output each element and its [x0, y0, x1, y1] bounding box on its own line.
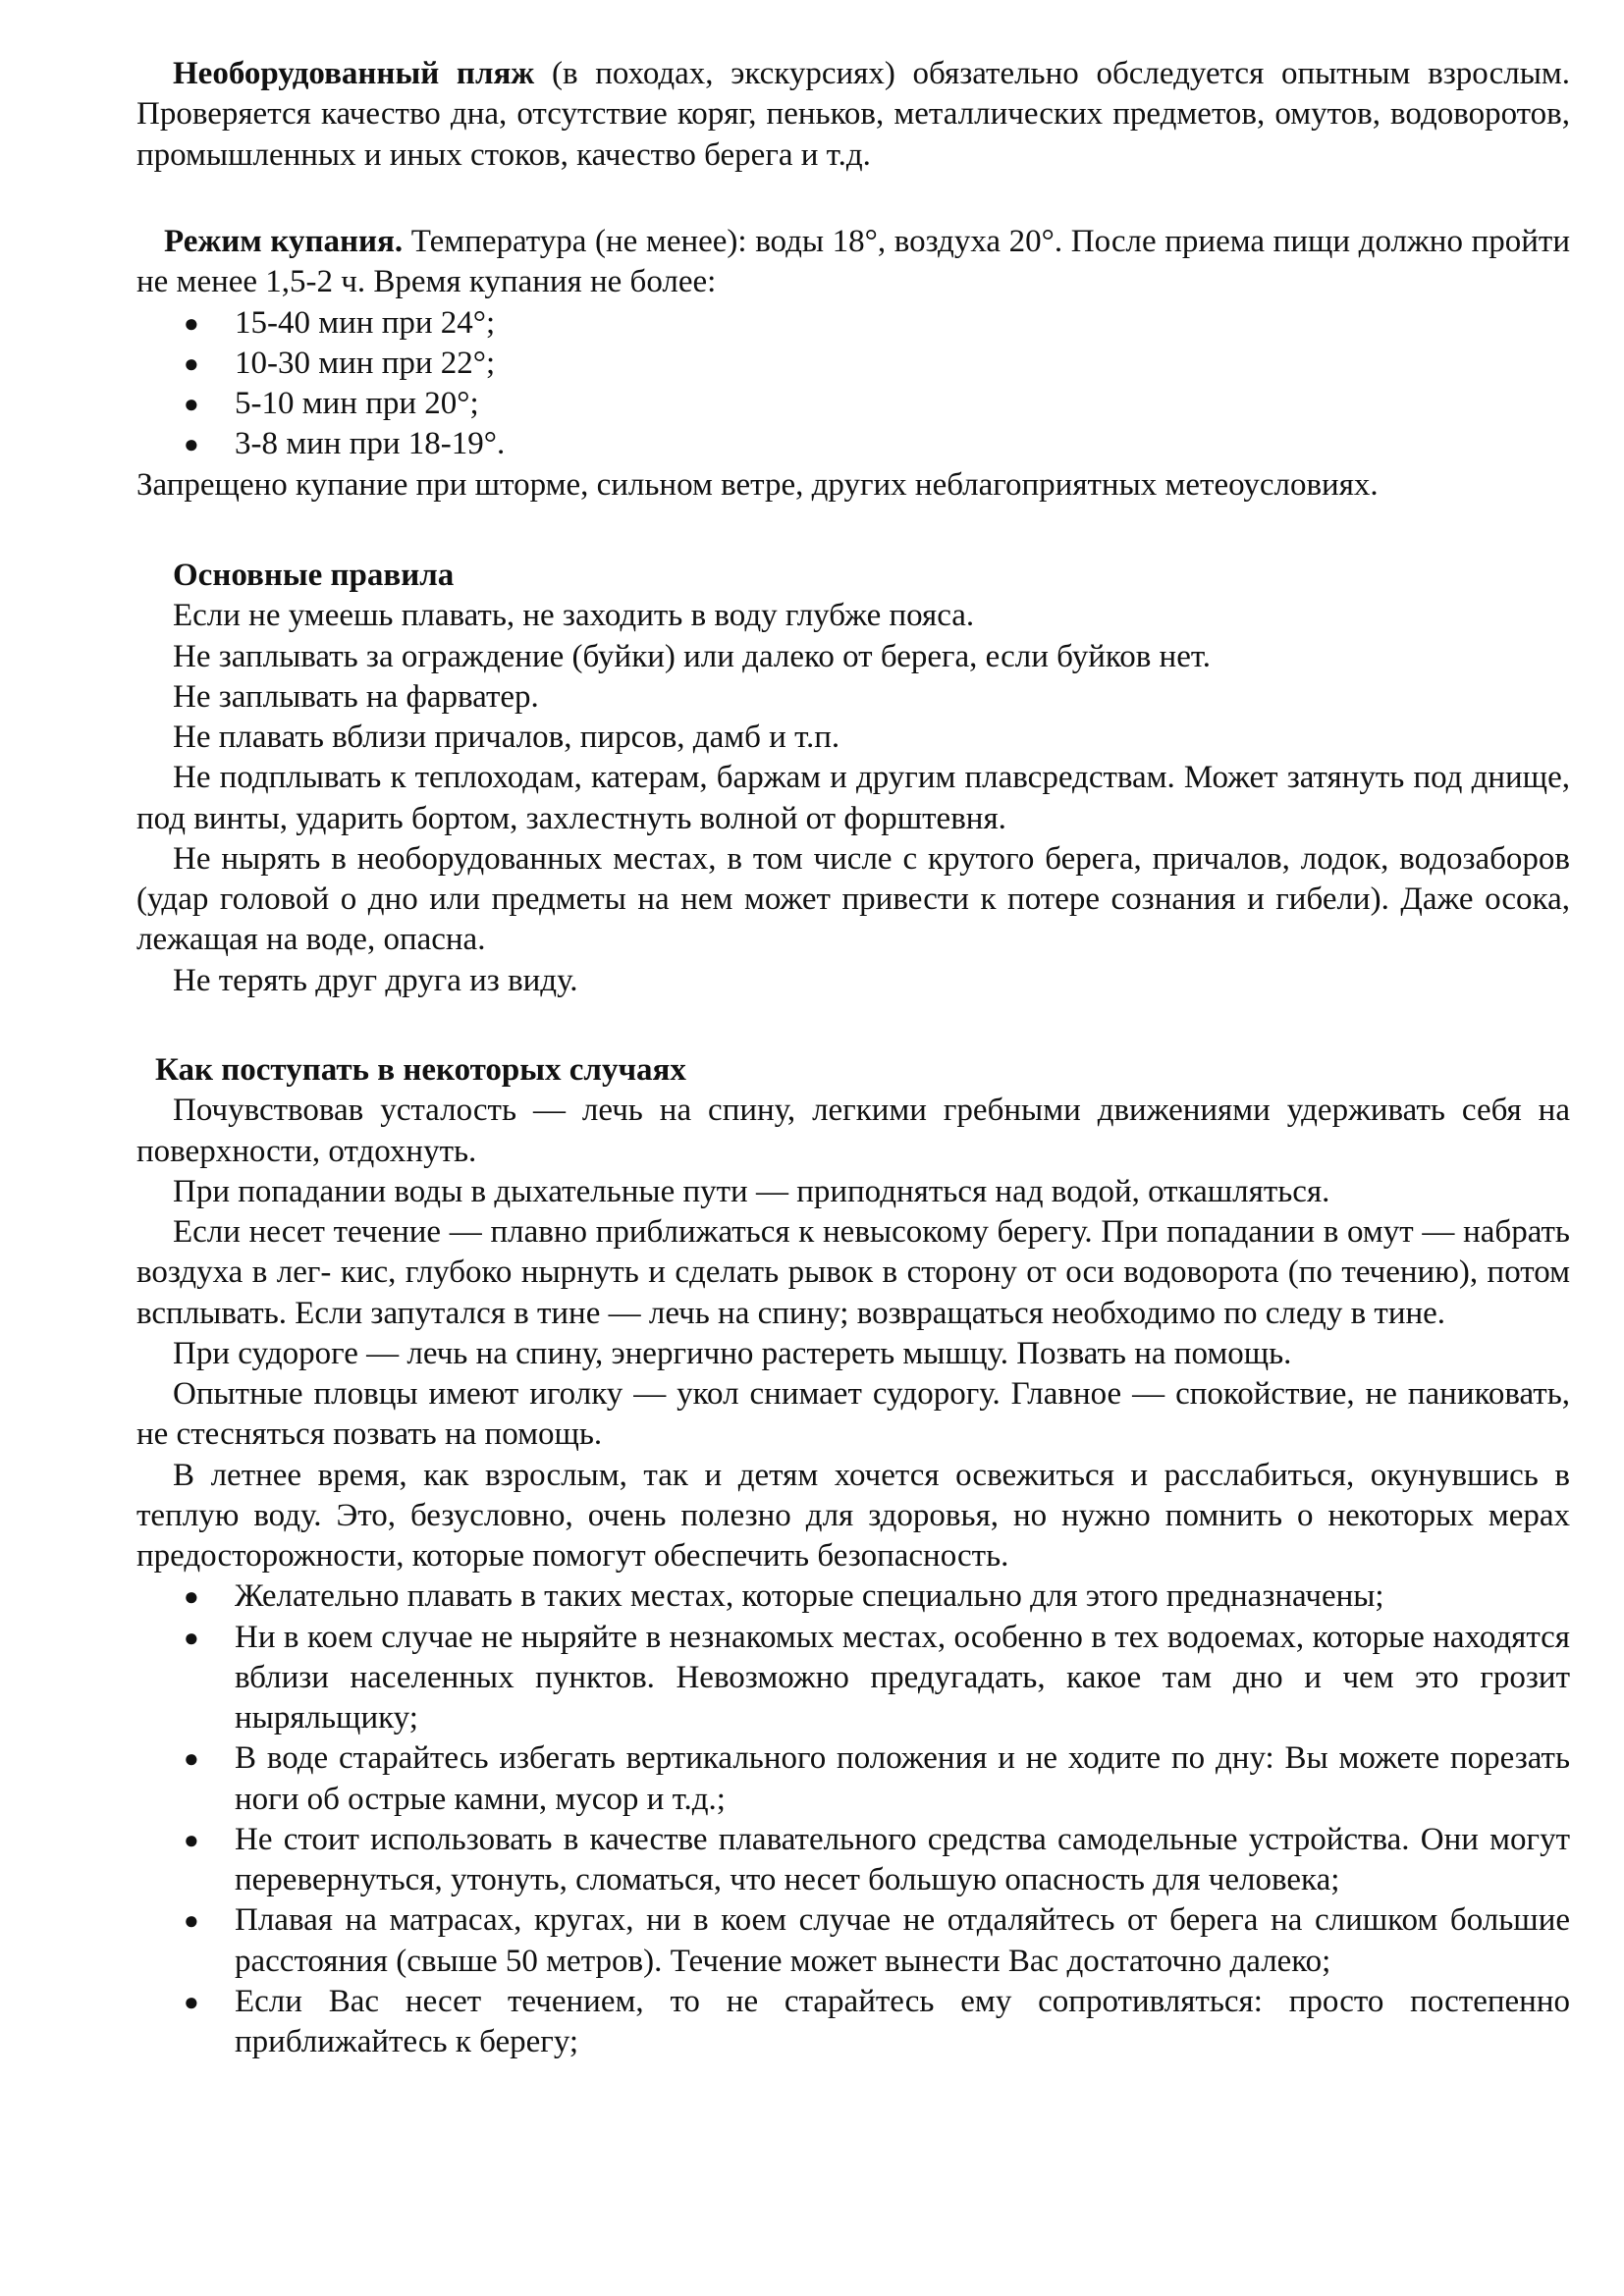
- beach-paragraph: [136, 54, 1570, 176]
- list-item: ● Ни в коем случае не ныряйте в незнакомых местах, особенно в тех водоемах, которые находятся вблизи населенных пунктов. Невозможно предугадать, какое там дно и чем это грозит ныряльщику;: [184, 1619, 1570, 1735]
- list-item: ● Плавая на матрасах, кругах, ни в коем случае не отдаляйтесь от берега на слишком большие расстояния (свыше 50 метров). Течение может вынести Вас достаточно далеко;: [184, 1902, 1570, 1979]
- cases-paragraph: Если несет течение — плавно приближаться к невысокому берегу. При попадании в омут — набрать воздуха в лег- кис, глубоко нырнуть и сделать рывок в сторону от оси водоворота (по течению), потом всплывать. Если запутался в тине — лечь на спину; возвращаться необходимо по следу в тине.: [136, 1214, 1570, 1331]
- mode-title: Режим купания.: [164, 224, 404, 259]
- list-item: ● Если Вас несет течением, то не старайтесь ему сопротивляться: просто постепенно приближайтесь к берегу;: [184, 1983, 1570, 2059]
- mode-paragraph: [136, 222, 1570, 303]
- rules-paragraph: Не подплывать к теплоходам, катерам, баржам и другим плавсредствам. Может затянуть под днище, под винты, ударить бортом, захлестнуть волной от форштевня.: [136, 760, 1570, 836]
- list-item: ● 10-30 мин при 22°;: [136, 344, 1570, 384]
- bullet-icon: ●: [184, 1623, 199, 1652]
- cases-paragraph: В летнее время, как взрослым, так и детям хочется освежиться и расслабиться, окунувшись в теплую воду. Это, безусловно, очень полезно для здоровья, но нужно помнить о некоторых мерах предосторожности, которые помогут обеспечить безопасность.: [136, 1457, 1570, 1574]
- section-basic-rules: [136, 556, 1570, 1001]
- beach-text: (в походах, экскурсиях) обязательно обследуется опытным взрослым. Проверяется качество дна, отсутствие коряг, пеньков, металлических предметов, омутов, водоворотов, промышленных и иных стоков, качество берега и т.д.: [136, 56, 1570, 173]
- bullet-icon: ●: [184, 1987, 199, 2016]
- bullet-icon: ●: [184, 430, 199, 459]
- cases-paragraph: Почувствовав усталость — лечь на спину, легкими гребными движениями удерживать себя на поверхности, отдохнуть.: [136, 1093, 1570, 1169]
- rules-paragraph: Если не умеешь плавать, не заходить в воду глубже пояса.: [173, 598, 975, 634]
- bullet-icon: ●: [184, 1744, 199, 1774]
- list-item: ● Желательно плавать в таких местах, которые специально для этого предназначены;: [136, 1576, 1570, 1617]
- list-item: ● 3-8 мин при 18-19°.: [136, 424, 1570, 464]
- beach-title: Необорудованный пляж: [173, 56, 535, 91]
- list-item: ● 15-40 мин при 24°;: [136, 303, 1570, 344]
- cases-paragraph: При попадании воды в дыхательные пути — приподняться над водой, откашляться.: [173, 1173, 1330, 1209]
- cases-paragraph: При судороге — лечь на спину, энергично растереть мышцу. Позвать на помощь.: [173, 1335, 1292, 1371]
- rules-paragraph: Не плавать вблизи причалов, пирсов, дамб и т.п.: [173, 720, 840, 755]
- cases-title: Как поступать в некоторых случаях: [155, 1052, 686, 1088]
- bullet-icon: ●: [184, 1582, 199, 1612]
- list-item: ● В воде старайтесь избегать вертикального положения и не ходите по дну: Вы можете порезать ноги об острые камни, мусор и т.д.;: [184, 1740, 1570, 1817]
- cases-paragraph: Опытные пловцы имеют иголку — укол снимает судорогу. Главное — спокойствие, не паниковать, не стесняться позвать на помощь.: [136, 1376, 1570, 1453]
- rules-title: Основные правила: [173, 558, 455, 593]
- list-item: ● 5-10 мин при 20°;: [136, 384, 1570, 424]
- bullet-icon: ●: [184, 390, 199, 418]
- rules-paragraph: Не заплывать за ограждение (буйки) или далеко от берега, если буйков нет.: [173, 638, 1212, 674]
- rules-paragraph: Не терять друг друга из виду.: [173, 962, 578, 998]
- bullet-icon: ●: [184, 308, 199, 338]
- mode-text: Температура (не менее): воды 18°, воздуха 20°. После приема пищи должно пройти не менее 1,5-2 ч. Время купания не более:: [136, 224, 1570, 300]
- bullet-icon: ●: [184, 348, 199, 378]
- list-item: ● Не стоит использовать в качестве плавательного средства самодельные устройства. Они могут перевернуться, утонуть, сломаться, что несет большую опасность для человека;: [184, 1821, 1570, 1897]
- mode-time-list: [136, 303, 1570, 465]
- rules-paragraph: Не нырять в необорудованных местах, в том числе с крутого берега, причалов, лодок, водозаборов (удар головой о дно или предметы на нем может привести к потере сознания и гибели). Даже осока, лежащая на воде, опасна.: [136, 840, 1570, 958]
- bullet-icon: ●: [184, 1906, 199, 1936]
- mode-footer: Запрещено купание при шторме, сильном ветре, других неблагоприятных метеоусловиях.: [136, 466, 1379, 503]
- section-beach: [136, 54, 1570, 176]
- rules-paragraph: Не заплывать на фарватер.: [173, 678, 539, 715]
- safety-list: [136, 1576, 1570, 2062]
- section-bathing-mode: [136, 222, 1570, 506]
- bullet-icon: ●: [184, 1825, 199, 1854]
- section-cases: [136, 1050, 1570, 2062]
